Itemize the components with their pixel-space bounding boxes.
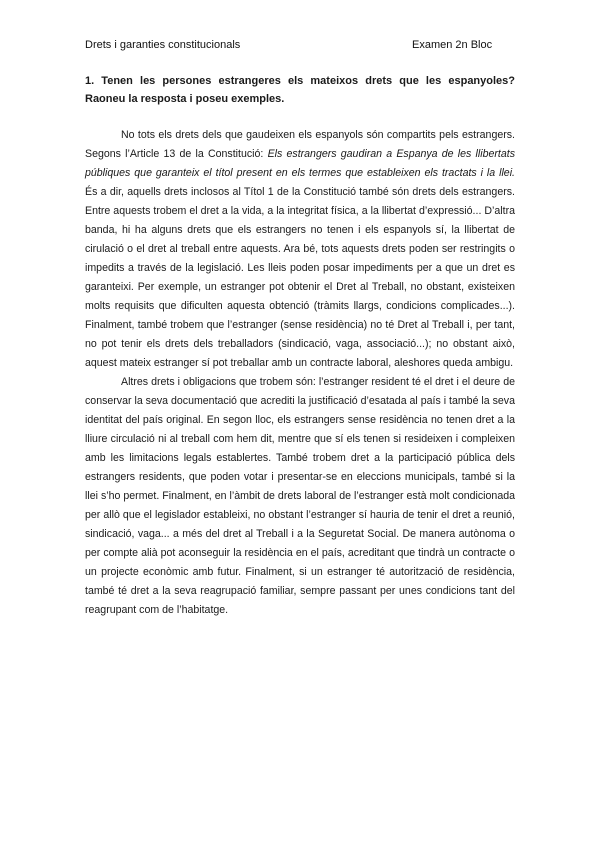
header-course-title: Drets i garanties constitucionals <box>85 39 241 51</box>
paragraph-1-rest: És a dir, aquells drets inclosos al Títol 1 de la Constitució també són drets dels estrangers. Entre aquests trobem el dret a la vida, a la integritat física, a la llibertat d’expressió... D’altra banda, hi ha alguns drets que els estrangers no tenen i els espanyols sí, la llibertat de cirulació o el dret al treball entre aquests. Ara bé, tots aquests drets poden ser restringits o impedits a través de la legislació. Les lleis poden posar impediments per a que un dret es garanteixi. Per exemple, un estranger pot obtenir el Dret al Treball, no obstant, existeixen molts requisits que dificulten aquesta obtenció (tràmits llargs, condicions complicades...). Finalment, també trobem que l’estranger (sense residència) no té Dret al Treball i, per tant, no pot tenir els drets dels treballadors (sindicació, vaga, associació...); no obstant això, aquest mateix estranger sí pot treballar amb un contracte laboral, aleshores queda ambigu. <box>85 186 515 369</box>
exam-question: 1. Tenen les persones estrangeres els mateixos drets que les espanyoles? Raoneu la resposta i poseu exemples. <box>85 75 515 105</box>
page-header <box>85 37 515 53</box>
answer-body <box>85 126 515 620</box>
header-exam-label: Examen 2n Bloc <box>412 39 493 51</box>
answer-paragraph-2: Altres drets i obligacions que trobem són: l’estranger resident té el dret i el deure de conservar la seva documentació que acrediti la justificació d’esatada al país i també la seva identitat del país original. En segon lloc, els estrangers sense residència no tenen dret a la lliure circulació ni al treball com hem dit, mentre que sí els tenen si resideixen i compleixen amb les limitacions legals establertes. També trobem dret a la participació pública dels estrangers residents, que poden votar i presentar-se en eleccions municipals, també si la llei s’ho permet. Finalment, en l’àmbit de drets laboral de l’estranger està molt condicionada per allò que el legislador estableixi, no obstant l’estranger sí hauria de tenir el dret a reunió, sindicació, vaga... a més del dret al Treball i a la Seguretat Social. De manera autònoma o per compte alià pot aconseguir la residència en el país, acreditant que tindrà un contracte o un projecte econòmic amb futur. Finalment, si un estranger té autorització de residència, també té dret a la seva reagrupació familiar, sempre passant per unes condicions tant del reagrupant com de l’habitatge. <box>85 376 515 616</box>
paragraph-1-intro: No tots els drets dels que gaudeixen els espanyols són compartits pels estrangers. Segons l’Article 13 de la Constitució: <box>85 129 515 160</box>
answer-paragraph-1 <box>85 126 515 373</box>
constitution-quote: Els estrangers gaudiran a Espanya de les llibertats públiques que garanteix el títol present en els termes que estableixen els tractats i la llei. <box>85 148 515 179</box>
